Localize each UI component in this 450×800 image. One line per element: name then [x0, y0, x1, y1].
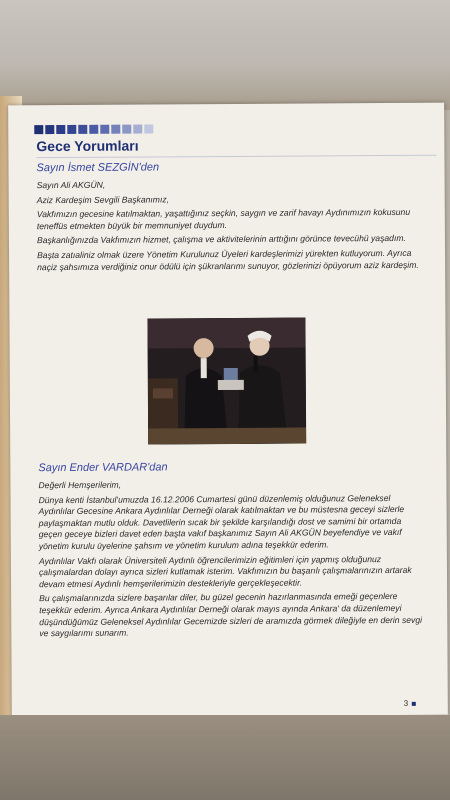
background-top — [0, 0, 450, 110]
heading-bar-square — [67, 125, 76, 134]
letter1-paragraph: Başta zatıaliniz olmak üzere Yönetim Kurulunuz Üyeleri kardeşlerimizi yürekten kutluyorum. Ayrıca naçiz şahsımıza verdiğiniz onur ödülü için şükranlarımı sunuyor, gözlerinizi öpüyorum aziz kardeşim. — [37, 247, 419, 272]
section-title: Gece Yorumları — [36, 137, 139, 155]
page-number: 3 — [403, 698, 409, 708]
page-number-marker — [412, 702, 416, 706]
heading-bar-square — [34, 125, 43, 134]
heading-bar-square — [45, 125, 54, 134]
heading-decoration-bar — [34, 124, 153, 134]
award-ceremony-photo — [147, 318, 306, 445]
letter1-paragraph: Başkanlığınızda Vakfımızın hizmet, çalışma ve aktivitelerinin arttığını görünce tevecühü yaşadım. — [36, 233, 406, 246]
heading-bar-square — [89, 125, 98, 134]
heading-bar-square — [111, 125, 120, 134]
background-bottom — [0, 715, 450, 800]
photo-illustration — [147, 318, 306, 445]
heading-bar-square — [133, 125, 142, 134]
letter1-paragraph: Aziz Kardeşim Sevgili Başkanımız, — [36, 193, 170, 205]
heading-bar-square — [78, 125, 87, 134]
letter1-paragraph: Sayın Ali AKGÜN, — [36, 179, 106, 191]
heading-bar-square — [122, 125, 131, 134]
letter2-paragraph: Bu çalışmalarınızda sizlere başarılar diler, bu güzel gecenin hazırlanmasında emeği geçenlere teşekkür ederim. Ayrıca Ankara Aydınlılar Derneği olarak mayıs ayında Ankara' da düzenlemeyi düşündüğümüz Geleneksel Aydınlılar Gecemizde sizleri de aramızda görmek dileğiyle en derin sevgi ve saygılarımı sunarım. — [39, 591, 423, 639]
letter2-body — [38, 478, 423, 643]
heading-bar-square — [100, 125, 109, 134]
letter1-paragraph: Vakfımızın gecesine katılmaktan, yaşattığınız seçkin, saygın ve zarif havayı Aydınımızın kokusunu teneffüs etmekten büyük bir memnuniyet duydum. — [36, 207, 411, 231]
letter2-paragraph: Dünya kenti İstanbul'umuzda 16.12.2006 Cumartesi günü düzenlemiş olduğunuz Geleneksel Aydınlılar Gecesine Ankara Aydınlılar Derneği olarak katılmaktan ve bu müstesna geceyi sizlerle paylaşmaktan mutlu olduk. Davetlilerin sıcak bir şekilde karşılandığı dost ve samimi bir ortamda geçen geceye bizleri davet eden başta vakıf başkanımız Sayın Ali AKGÜN beyefendiye ve vakıf yönetim kurulu üyelerine şahsım ve yönetim kurulum adına teşekkür ederim. — [38, 492, 405, 552]
letter1-sender: Sayın İsmet SEZGİN'den — [36, 161, 160, 175]
letter2-paragraph: Değerli Hemşerilerim, — [38, 479, 122, 491]
letter2-sender: Sayın Ender VARDAR'dan — [38, 461, 168, 475]
letter1-body — [37, 178, 422, 277]
document-page — [8, 103, 448, 718]
title-divider — [36, 155, 436, 158]
heading-bar-square — [56, 125, 65, 134]
letter2-paragraph: Aydınlılar Vakfı olarak Üniversiteli Aydınlı öğrencilerimizin eğitimleri için yapmış olduğunuz çalışmalardan dolayı ayrıca sizleri kutlamak isterim. Vakfımızın bu başarılı çalışmalarınızın artarak devam etmesi Aydınlı hemşerilerimizin destekleriyle gerçekleşecektir. — [38, 553, 412, 589]
heading-bar-square — [144, 124, 153, 133]
